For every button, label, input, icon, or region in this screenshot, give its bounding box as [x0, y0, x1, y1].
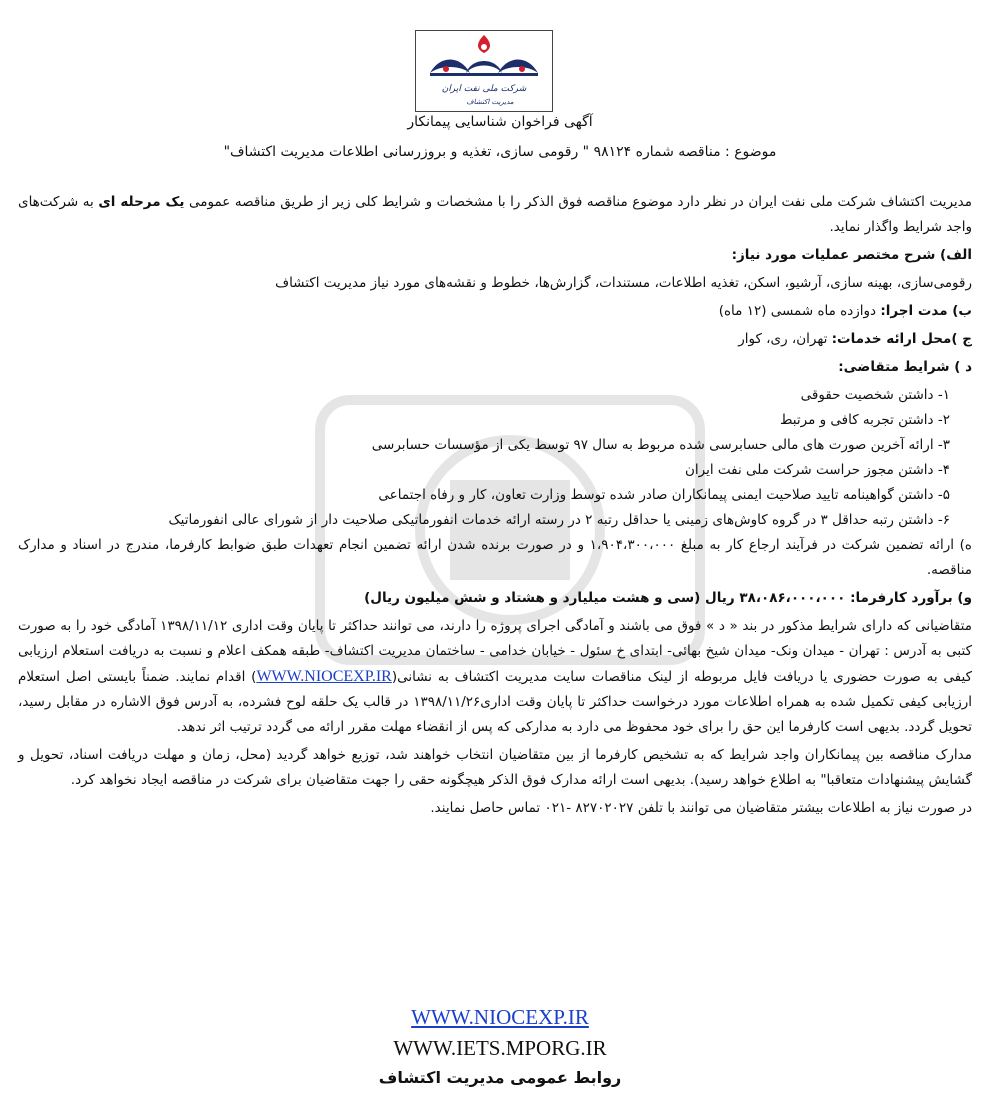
- list-item: ۶- داشتن رتبه حداقل ۳ در گروه کاوش‌های زمینی یا حداقل رتبه ۲ در رسته ارائه خدمات انفورماتیکی صلاحیت دار از شورای عالی انفورماتیک: [168, 512, 950, 528]
- footer-link-iets: WWW.IETS.MPORG.IR: [393, 1036, 607, 1060]
- section-c: ج )محل ارائه خدمات: تهران، ری، کوار: [738, 331, 972, 347]
- list-item: ۵- داشتن گواهینامه تایید صلاحیت ایمنی پیمانکاران صادر شده توسط وزارت تعاون، کار و رفاه اجتماعی: [378, 487, 950, 503]
- section-e: ه) ارائه تضمین شرکت در فرآیند ارجاع کار به مبلغ ۱،۹۰۴،۳۰۰،۰۰۰ و در صورت برنده شدن ارائه تضمین انجام تعهدات طبق ضوابط کارفرما، مندرج در اسناد و مدارک مناقصه.: [18, 537, 973, 578]
- signature: روابط عمومی مدیریت اکتشاف: [378, 1068, 622, 1087]
- announcement-body: [18, 190, 972, 824]
- list-item: ۲- داشتن تجربه کافی و مرتبط: [779, 412, 950, 428]
- logo-caption-2: مدیریت اکتشاف: [466, 98, 514, 106]
- section-a-heading: الف) شرح مختصر عملیات مورد نیاز:: [731, 247, 972, 263]
- logo-caption-1: شرکت ملی نفت ایران: [441, 84, 527, 94]
- nioc-logo: [415, 30, 553, 112]
- intro-paragraph: مدیریت اکتشاف شرکت ملی نفت ایران در نظر دارد موضوع مناقصه فوق الذکر را با مشخصات و شرایط کلی زیر از طریق مناقصه عمومی یک مرحله ای به شرکت‌های واجد شرایط واگذار نماید.: [18, 194, 973, 235]
- submission-paragraph: متقاضیانی که دارای شرایط مذکور در بند « د » فوق می باشند و آمادگی اجرای پروژه را دارند، می توانند حداکثر تا پایان وقت اداری ۱۳۹۸/۱۱/۱۲ آمادگی خود را به صورت کتبی به آدرس : تهران - میدان ونک- میدان شیخ بهائی- ابتدای خ سئول - خیابان خدامی - ساختمان مدیریت اکتشاف- طبقه همکف اعلام و نسبت به دریافت استعلام ارزیابی کیفی به صورت حضوری یا دریافت فایل مربوطه از لینک مناقصات سایت مدیریت اکتشاف به نشانی(WWW.NIOCEXP.IR) اقدام نمایند. ضمناً بایستی اصل استعلام ارزیابی کیفی تکمیل شده به همراه اطلاعات مورد درخواست حداکثر تا پایان وقت اداری۱۳۹۸/۱۱/۲۶ در قالب یک حلقه لوح فشرده، به آدرس فوق الاشاره در مقابل رسید، تحویل گردد. بدیهی است کارفرما این حق را برای خود محفوظ می دارد به مدارکی که پس از انقضاء مهلت مقرر ارائه می گردد ترتیب اثر ندهد.: [18, 618, 973, 735]
- section-f: و) برآورد کارفرما: ۳۸،۰۸۶،۰۰۰،۰۰۰ ریال (سی و هشت میلیارد و هشتاد و شش میلیون ریال): [364, 590, 972, 606]
- list-item: ۱- داشتن شخصیت حقوقی: [800, 387, 950, 403]
- list-item: ۴- داشتن مجوز حراست شرکت ملی نفت ایران: [684, 462, 950, 478]
- niocexp-link[interactable]: WWW.NIOCEXP.IR: [256, 668, 392, 685]
- section-a-text: رقومی‌سازی، بهینه سازی، آرشیو، اسکن، تغذیه اطلاعات، مستندات، گزارش‌ها، خطوط و نقشه‌های مورد نیاز مدیریت اکتشاف: [275, 275, 972, 291]
- contact-paragraph: در صورت نیاز به اطلاعات بیشتر متقاضیان می توانند با تلفن ۸۲۷۰۲۰۲۷ -۰۲۱ تماس حاصل نمایند.: [430, 800, 972, 816]
- tender-subject: موضوع : مناقصه شماره ۹۸۱۲۴ " رقومی سازی، تغذیه و بروزرسانی اطلاعات مدیریت اکتشاف": [223, 144, 777, 160]
- section-d-heading: د ) شرایط متقاضی:: [838, 359, 972, 375]
- conditions-list: [18, 383, 972, 533]
- footer-link-niocexp[interactable]: WWW.NIOCEXP.IR: [411, 1005, 589, 1029]
- documents-paragraph: مدارک مناقصه بین پیمانکاران واجد شرایط که به تشخیص کارفرما از بین متقاضیان انتخاب خواهند شد، توزیع خواهد گردید (محل، زمان و مهلت دریافت اسناد، تحویل و گشایش پیشنهادات متعاقبا" به اطلاع خواهد رسید). بدیهی است ارائه مدارک فوق الذکر هیچگونه حقی را جهت متقاضیان برای شرکت در مناقصه ایجاد نخواهد کرد.: [18, 747, 972, 788]
- nioc-emblem-icon: [416, 31, 552, 111]
- announcement-title: آگهی فراخوان شناسایی پیمانکار: [407, 114, 593, 130]
- section-b: ب) مدت اجرا: دوازده ماه شمسی (۱۲ ماه): [718, 303, 972, 319]
- list-item: ۳- ارائه آخرین صورت های مالی حسابرسی شده مربوط به سال ۹۷ توسط یکی از مؤسسات حسابرسی: [371, 437, 950, 453]
